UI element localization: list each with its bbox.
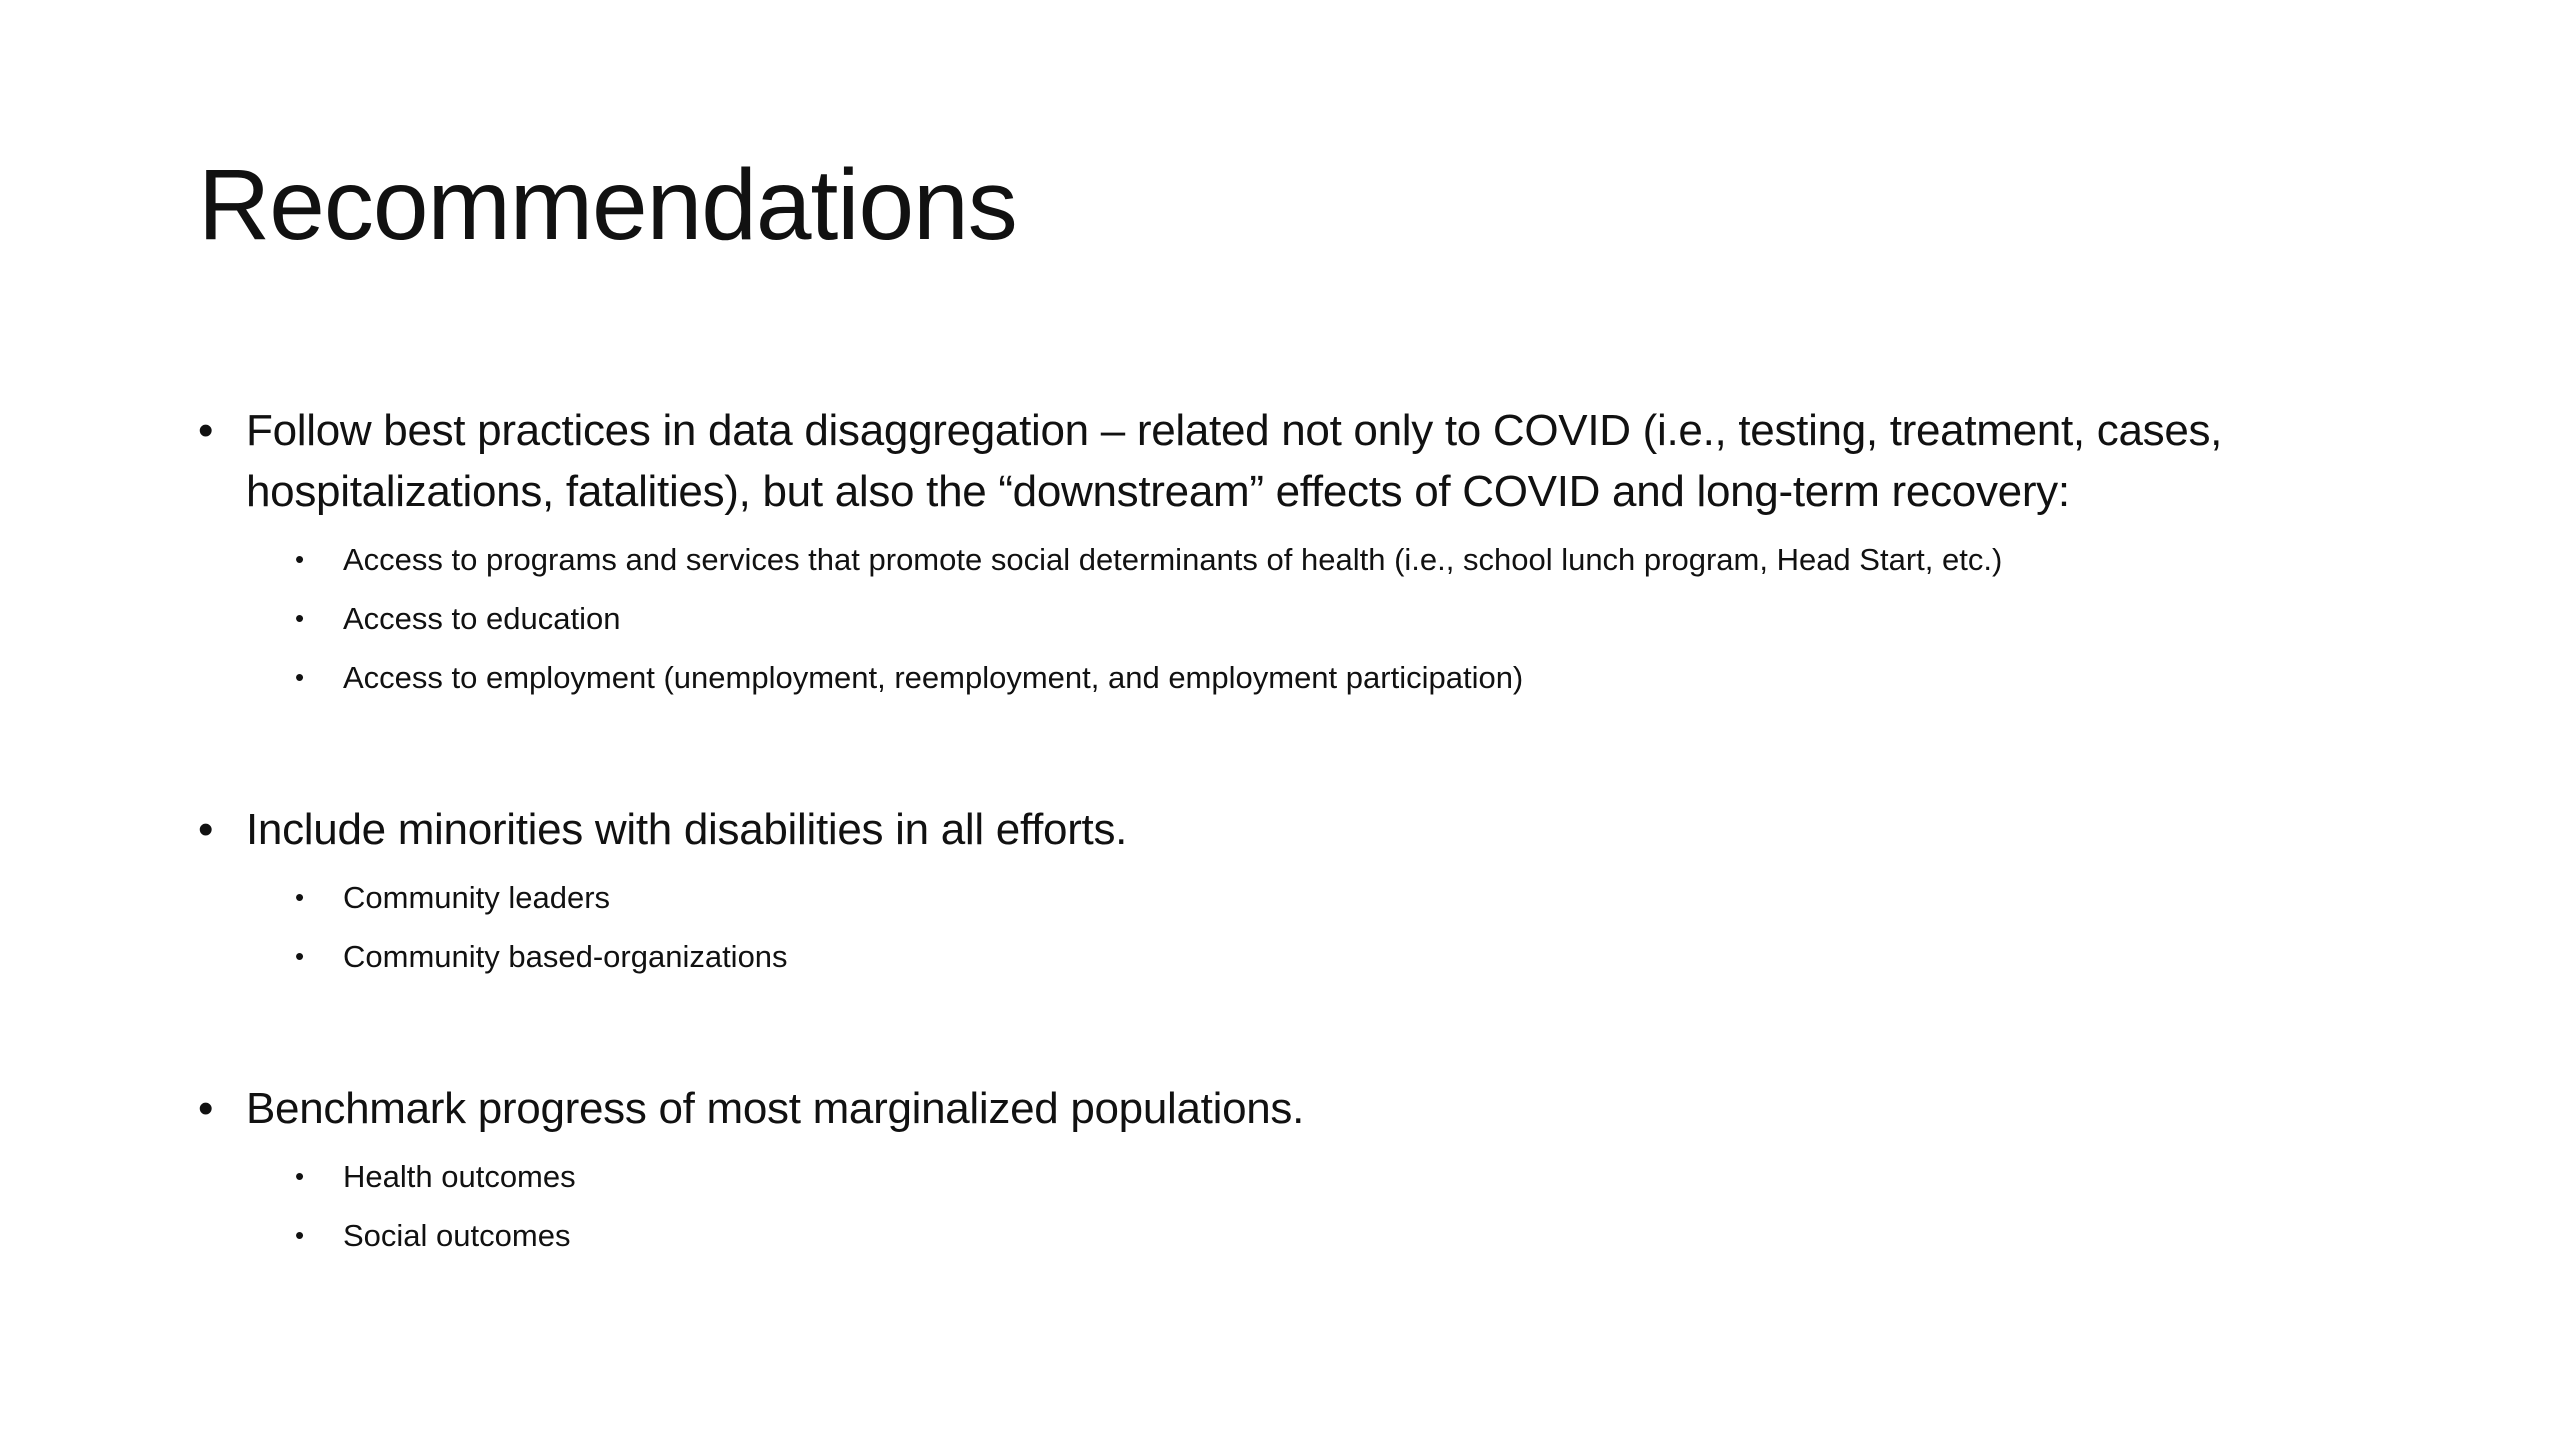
sub-bullet-item [295,868,2438,927]
bullet-text: Follow best practices in data disaggregation – related not only to COVID (i.e., testing, treatment, cases, hospitalizations, fatalities), but also the “downstream” effects of COVID and long-term recovery: [246,406,2223,516]
bullet-item [198,400,2438,522]
sub-bullet-text: Community based-organizations [343,939,788,974]
bullet-group-benchmark [198,1078,2438,1265]
sub-bullet-item [295,1206,2438,1265]
sub-bullet-item [295,530,2438,589]
sub-bullet-item [295,589,2438,648]
bullet-text: Benchmark progress of most marginalized populations. [246,1084,1305,1133]
sub-bullet-text: Community leaders [343,880,611,915]
bullet-icon: • [295,662,305,692]
sub-bullet-text: Access to education [343,601,621,636]
bullet-icon: • [198,805,214,854]
bullet-group-data-disaggregation [198,400,2438,707]
bullet-item [198,1078,2438,1139]
bullet-icon: • [198,406,214,455]
bullet-icon: • [295,941,305,971]
sub-bullet-item [295,648,2438,707]
sub-bullet-list [198,530,2438,707]
sub-bullet-item [295,927,2438,986]
sub-bullet-text: Social outcomes [343,1218,571,1253]
bullet-icon: • [295,882,305,912]
bullet-list [198,400,2438,1265]
bullet-icon: • [295,544,305,574]
bullet-icon: • [295,1220,305,1250]
bullet-item [198,799,2438,860]
sub-bullet-text: Health outcomes [343,1159,576,1194]
bullet-text: Include minorities with disabilities in all efforts. [246,805,1128,854]
slide-title: Recommendations [198,149,1017,261]
bullet-icon: • [295,603,305,633]
bullet-group-include-minorities [198,799,2438,986]
sub-bullet-list [198,1147,2438,1265]
sub-bullet-item [295,1147,2438,1206]
sub-bullet-text: Access to employment (unemployment, reemployment, and employment participation) [343,660,1524,695]
bullet-icon: • [198,1084,214,1133]
sub-bullet-list [198,868,2438,986]
sub-bullet-text: Access to programs and services that promote social determinants of health (i.e., school lunch program, Head Start, etc.) [343,542,2003,577]
bullet-icon: • [295,1161,305,1191]
